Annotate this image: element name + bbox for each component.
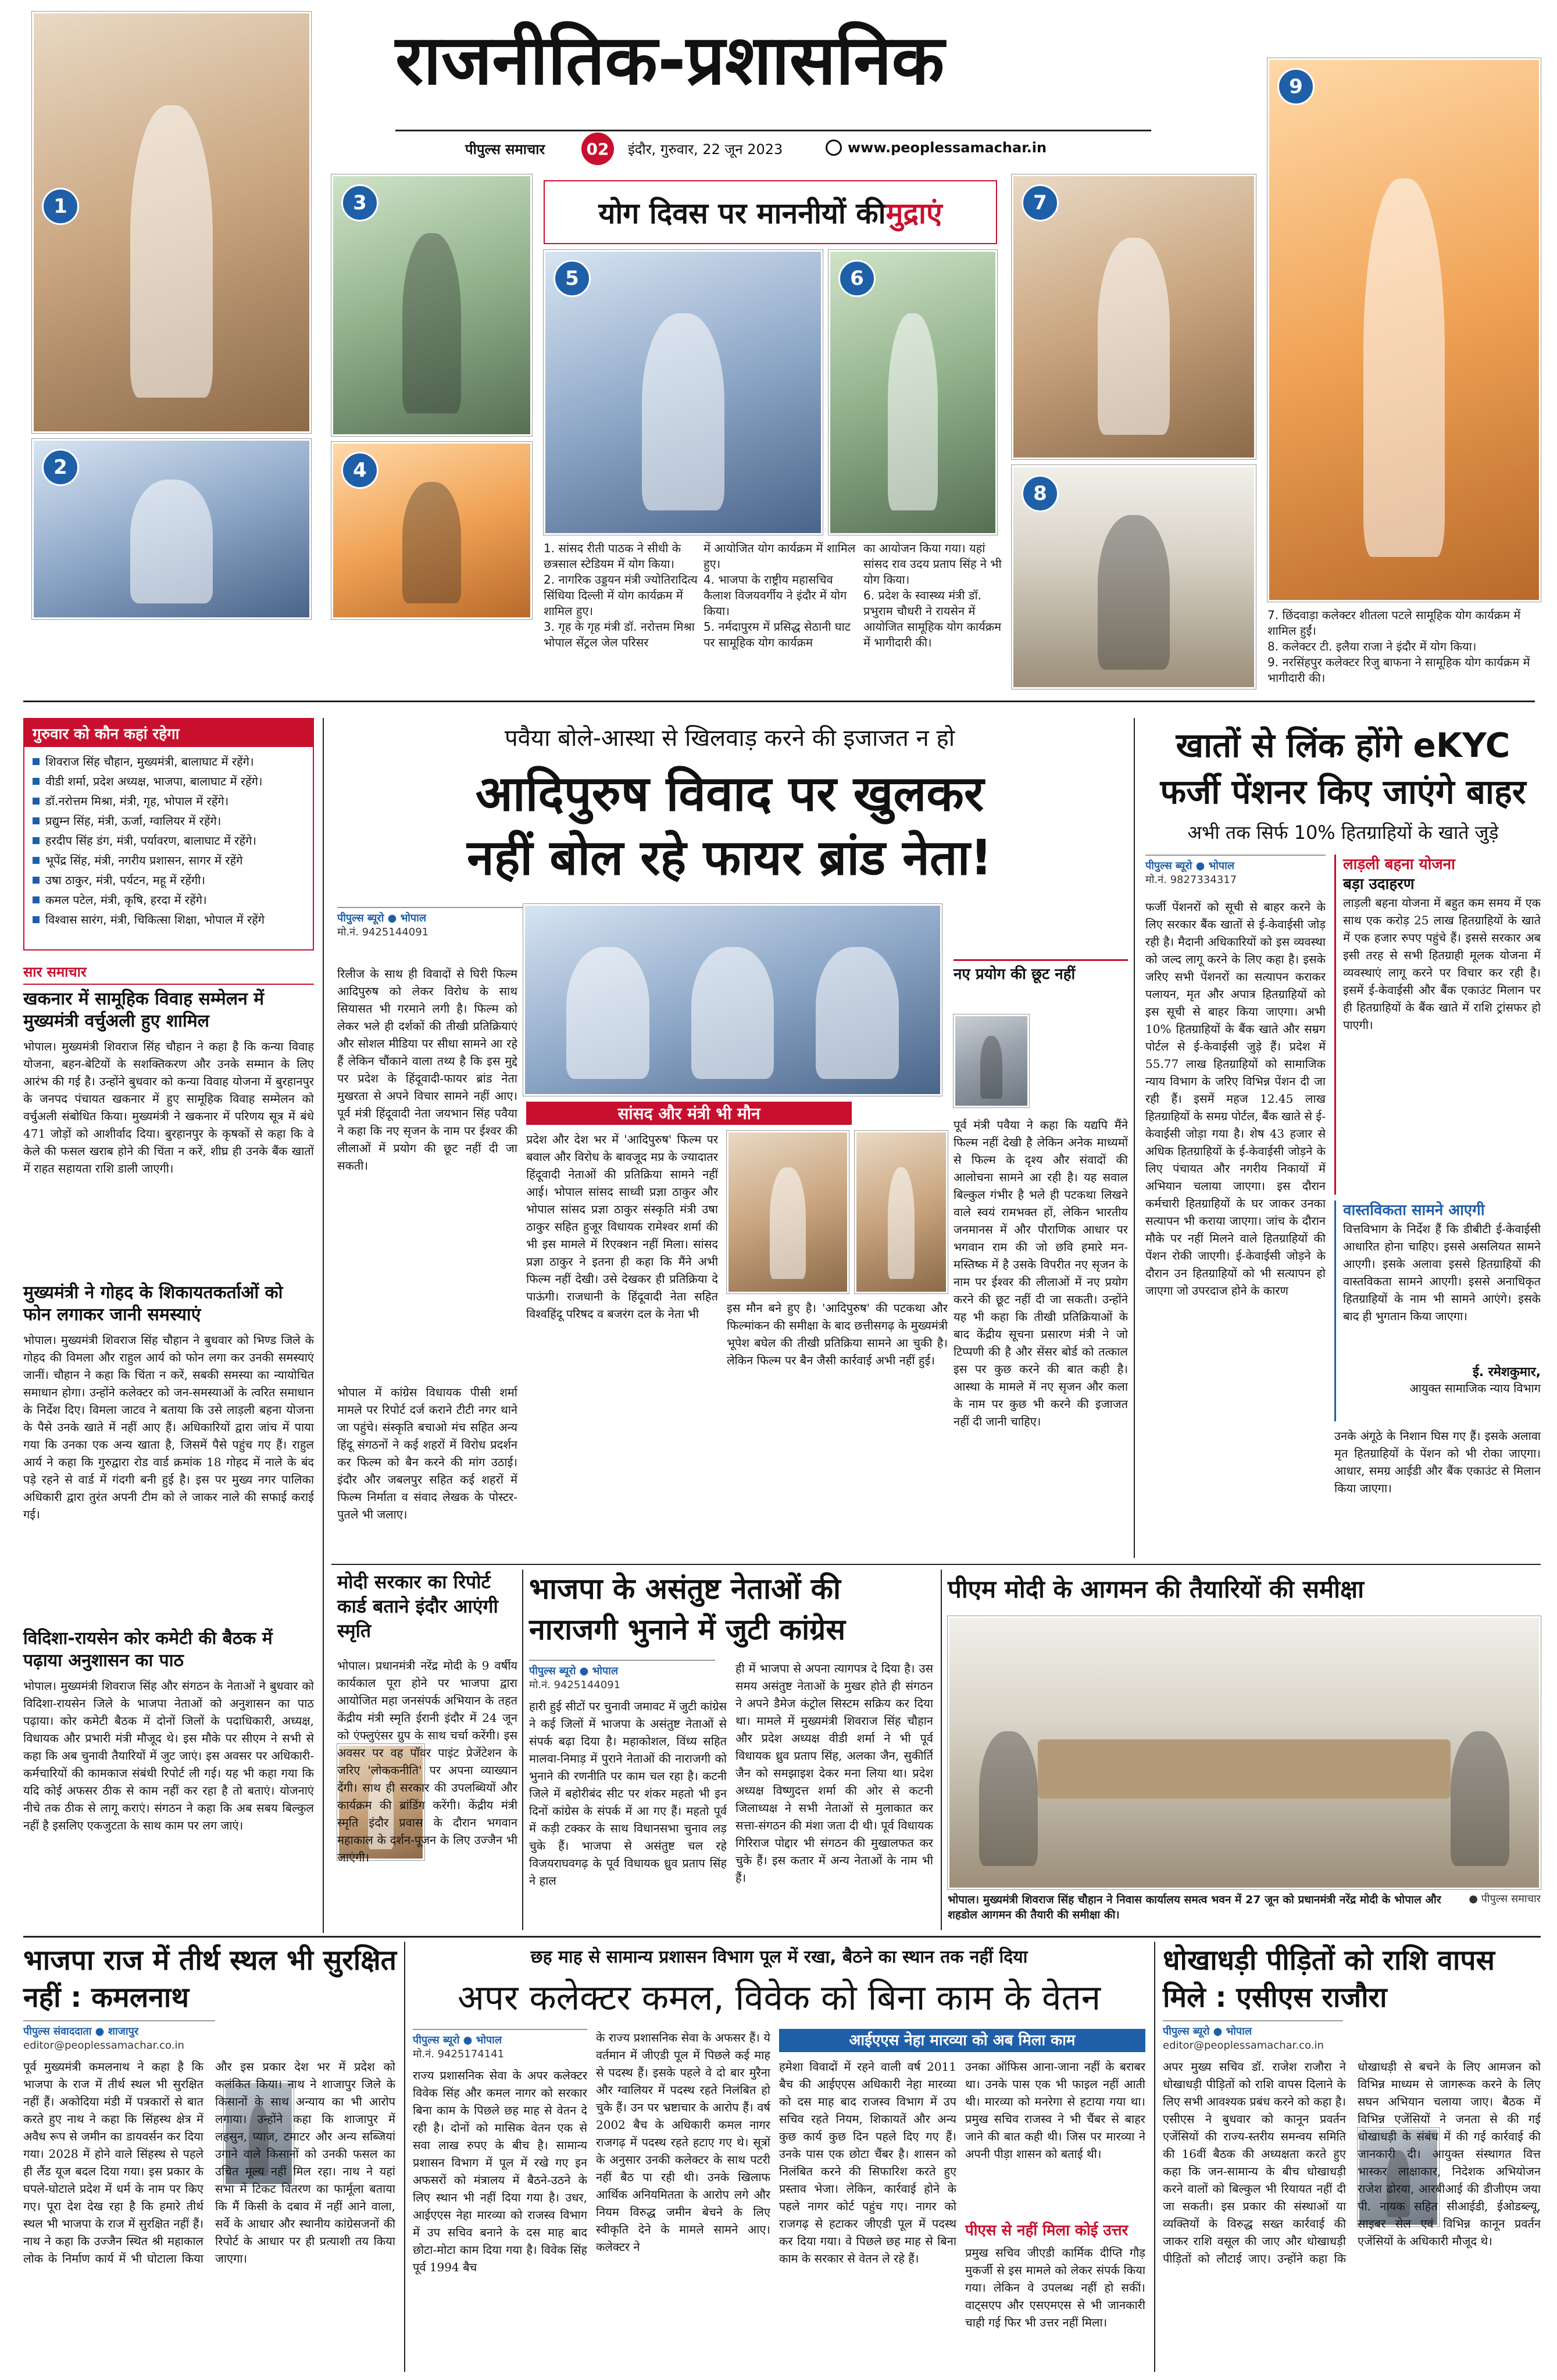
pm-review-caption: भोपाल। मुख्यमंत्री शिवराज सिंह चौहान ने निवास कार्यालय समत्व भवन में 27 जून को प्रधानमंत्री नरेंद्र मोदी के भोपाल और शहडोल आगमन की तैयारी की समीक्षा की। [948, 1893, 1441, 1921]
photo-number-5: 5 [553, 260, 591, 297]
masthead [326, 10, 1256, 167]
kamalnath-headline: भाजपा राज में तीर्थ स्थल भी सुरक्षित नहीं : कमलनाथ [23, 1944, 397, 2014]
neha-title: आईएएस नेहा मारव्या को अब मिला काम [779, 2029, 1145, 2052]
saar-headline-1: खकनार में सामूहिक विवाह सम्मेलन में मुख्यमंत्री वर्चुअली हुए शामिल [23, 989, 265, 1031]
minister-silence-title: सांसद और मंत्री भी मौन [617, 1104, 760, 1123]
pavaiya-photo [954, 1014, 1029, 1107]
byline-mobile: मो.नं. 9425174141 [413, 2048, 505, 2060]
photo-number-3: 3 [341, 184, 378, 221]
kyc-headline-1: खातों से लिंक होंगे eKYC [1176, 726, 1510, 765]
fraud-headline: धोखाधड़ी पीड़ितों को राशि वापस मिले : एसीएस राजौरा [1163, 1944, 1495, 2014]
fraud-body: अपर मुख्य सचिव डॉ. राजेश राजौरा ने धोखाधड़ी पीड़ितों को राशि वापस दिलाने के लिए सभी आवश्यक प्रबंध करने को कहा है। एसीएस ने बुधवार को कानून प्रवर्तन एजेंसियों की राज्य-स्तरीय समन्वय समिति की 16वीं बैठक की अध्यक्षता करते हुए कहा कि जन-सामान्य के बीच धोखाधड़ी करने वालों को बिल्कुल भी रियायत नहीं दी जा सकती। इस प्रकार की संस्थाओं या व्यक्तियों के विरुद्ध सख्त कार्रवाई की जाकर राशि वसूल की जाए और धोखाधड़ी पीड़ितों को लौटाई जाए। उन्होंने कहा कि धोखाधड़ी से बचने के लिए आमजन को विभिन्न माध्यम से जागरूक करने के लिए सघन अभियान चलाया जाए। बैठक में विभिन्न एजेंसियों ने जनता से की गई धोखाधड़ी के संबंध में की गई कार्रवाई की जानकारी दी। आयुक्त संस्थागत वित्त भास्कर लाक्षाकार, निदेशक अभियोजन राजेश ढोरया, आरबीआई की डीजीएम जया पी. नायक सहित सीआईडी, ईओडब्ल्यू, साइबर सेल एवं विभिन्न कानून प्रवर्तन एजेंसियों के अधिकारी मौजूद थे। [1163, 2060, 1541, 2265]
byline-mobile: मो.नं. 9827334317 [1145, 874, 1237, 886]
side-box-title: नए प्रयोग की छूट नहीं [954, 959, 1128, 984]
yoga-photo-1 [32, 12, 311, 433]
list-item: उषा ठाकुर, मंत्री, पर्यटन, महू में रहेंगी। [30, 870, 308, 890]
byline-text: पीपुल्स ब्यूरो ● भोपाल [1145, 860, 1235, 872]
ladli-subtitle: बड़ा उदाहरण [1343, 875, 1415, 893]
kyc-body: फर्जी पेंशनरों को सूची से बाहर करने के लिए सरकार बैंक खातों से ई-केवाईसी जोड़ रही है। मैदानी अधिकारियों को इस व्यवस्था को जल्द लागू करने के लिए कहा है। इसके जरिए सभी पेंशनरों का सत्यापन कराकर पलायन, मृत और अपात्र हितग्राहियों को इस सूची से बाहर किया जाएगा। अभी 10% हितग्राहियों के बैंक खाते और सम्रग पोर्टल से ई-केवाईसी जुड़े हैं। प्रदेश में 55.77 लाख हितग्राहियों को सामाजिक न्याय विभाग के जरिए विभिन्न पेंशन दी जा रही हैं। इसमें महज 12.45 लाख हितग्राहियों के समग्र पोर्टल, बैंक खाते से ई-केवाईसी जोड़ा गया है। शेष 43 हजार से अधिक हितग्राहियों के ई-केवाईसी जोड़ने के लिए पंचायत और नगरीय निकायों में अभियान चलाया जाएगा। इस दौरान कर्मचारी हितग्राहियों के घर जाकर उनका सत्यापन भी कराया जाएगा। जांच के दौरान मौके पर नहीं मिलने वाले हितग्राहियों की पेंशन रोकी जाएगी। ई-केवाईसी जोड़ने के दौरान उन हितग्राहियों को भी सत्यापन हो जाएगा जो उपरदाज होने के कारण [1145, 900, 1326, 1298]
yoga-caption-col2 [703, 541, 858, 692]
photo-number-8: 8 [1022, 475, 1059, 512]
saar-body-1: भोपाल। मुख्यमंत्री शिवराज सिंह चौहान ने कहा है कि कन्या विवाह योजना, बहन-बेटियों के सशक्तिकरण और उनके सम्मान के लिए आरंभ की गई है। उन्होंने बुधवार को कन्या विवाह योजना में बुरहानपुर के जनपद पंचायत खकनार में हुए सामूहिक विवाह सम्मेलन को वर्चुअली संबोधित किया। मुख्यमंत्री ने खकनार में परिणय सूत्र में बंधे 471 जोड़ों को आशीर्वाद दिया। बुरहानपुर के कृषकों से कहा कि वे केले की फसल खराब होने की चिंता न करें, शीघ्र ही उनके बैंक खातों में राहत सहायता राशि डाली जाएगी। [23, 1039, 314, 1175]
congress-headline-1: भाजपा के असंतुष्ट नेताओं की [529, 1572, 841, 1606]
saar-label: सार समाचार [23, 962, 314, 985]
byline-text: पीपुल्स संवाददाता ● शाजापुर [23, 2025, 139, 2038]
yoga-photo-6 [829, 250, 997, 535]
neha-body-2: उनका ऑफिस आना-जाना नहीं के बराबर था। उनके पास एक भी फाइल नहीं आती थी। मारव्या को मनरेगा से हटाया गया था। प्रमुख सचिव राजस्व ने भी चैंबर से बाहर जाने की बात कही थी। जिस पर मारव्या ने अपनी पीड़ा शासन को बताई थी। [965, 2060, 1145, 2161]
caption-item: 9. नरसिंहपुर कलेक्टर रिजु बाफना ने सामूहिक योग कार्यक्रम में भागीदारी की। [1267, 655, 1530, 685]
caption-item: का आयोजन किया गया। यहां सांसद राव उदय प्रताप सिंह ने भी योग किया। [863, 541, 1002, 587]
caption-item: 1. सांसद रीती पाठक ने सीधी के छत्रसाल स्टेडियम में योग किया। [544, 541, 681, 571]
column-rule [941, 1570, 942, 1930]
photo-number-6: 6 [838, 260, 876, 297]
collector-body-1: राज्य प्रशासनिक सेवा के अपर कलेक्टर विवेक सिंह और कमल नागर को सरकार बिना काम के पिछले छह माह से वेतन दे रही है। दोनों को मासिक वेतन एक से सवा लाख रुपए के बीच है। सामान्य प्रशासन विभाग में पूल में रखे गए इन अफसरों को मंत्रालय में बैठने-उठने के लिए स्थान भी नहीं दिया गया है। उधर, आईएएस नेहा मारव्या को राजस्व विभाग में उप सचिव बनाने के दस माह बाद छोटा-मोटा काम दिया गया है। विवेक सिंह पूर्व 1994 बैच [413, 2068, 587, 2274]
usha-thakur-photo [855, 1131, 948, 1293]
byline-text: पीपुल्स ब्यूरो ● भोपाल [529, 1665, 619, 1677]
byline-text: पीपुल्स ब्यूरो ● भोपाल [413, 2034, 502, 2046]
page-number-badge: 02 [581, 133, 614, 165]
dateline: इंदौर, गुरुवार, 22 जून 2023 [628, 141, 783, 158]
adipurush-byline [337, 907, 523, 939]
congress-headline-2: नाराजगी भुनाने में जुटी कांग्रेस [529, 1613, 846, 1646]
congress-byline [529, 1660, 715, 1692]
list-item: कमल पटेल, मंत्री, कृषि, हरदा में रहेंगे। [30, 890, 308, 910]
adipurush-kicker: पवैया बोले-आस्था से खिलवाड़ करने की इजाजत न हो [504, 725, 955, 752]
quote-name: ई. रमेशकुमार, [1472, 1365, 1541, 1380]
quote-role: आयुक्त सामाजिक न्याय विभाग [1409, 1381, 1541, 1395]
fraud-byline [1163, 2020, 1343, 2053]
pm-review-headline: पीएम मोदी के आगमन की तैयारियों की समीक्षा [948, 1575, 1364, 1603]
list-item: शिवराज सिंह चौहान, मुख्यमंत्री, बालाघाट में रहेंगे। [30, 752, 308, 771]
yoga-photo-9 [1267, 58, 1541, 602]
pious-body: प्रमुख सचिव जीएडी कार्मिक दीप्ति गौड़ मुकर्जी से इस मामले को लेकर संपर्क किया गया। लेकिन वे उपलब्ध नहीं हो सकीं। वाट्सएप और एसएमएस से भी जानकारी चाही गई फिर भी उत्तर नहीं मिला। [965, 2246, 1145, 2329]
byline-text: पीपुल्स ब्यूरो ● भोपाल [337, 912, 427, 924]
kyc-tail: उनके अंगूठे के निशान घिस गए हैं। इसके अलावा मृत हितग्राहियों के पेंशन को भी रोका जाएगा। आधार, समग्र आईडी और बैंक एकाउंट से मिलान किया जाएगा। [1334, 1429, 1541, 1495]
globe-icon [826, 140, 842, 156]
list-item: विश्वास सारंग, मंत्री, चिकित्सा शिक्षा, भोपाल में रहेंगे [30, 910, 308, 930]
adipurush-body-1: रिलीज के साथ ही विवादों से घिरी फिल्म आदिपुरुष को लेकर विरोध के साथ सियासत भी गरमाने लगी है। फिल्म को लेकर भले ही दर्शकों की तीखी प्रतिक्रियाएं और सोशल मीडिया पर सीधा सामने आ रहे हैं लेकिन चौंकाने वाला तथ्य है कि इस मुद्दे पर प्रदेश के हिंदूवादी-फायर ब्रांड नेता मुखरता से अपने विचार सामने नहीं आए। पूर्व मंत्री हिंदूवादी नेता जयभान सिंह पवैया ने कहा कि नए सृजन के नाम पर ईश्वर की लीलाओं में प्रयोग की छूट नहीं दी जा सकती। [337, 967, 517, 1173]
photo-number-1: 1 [42, 188, 79, 225]
list-item: वीडी शर्मा, प्रदेश अध्यक्ष, भाजपा, बालाघाट में रहेंगे। [30, 771, 308, 791]
vastav-body: वित्तविभाग के निर्देश हैं कि डीबीटी ई-केवाईसी आधारित होना चाहिए। इससे असलियत सामने आएगी। इसके अलावा इससे हितग्राहियों की वास्तविकता सामने आएगी। इससे अनाधिकृत हितग्राहियों के नाम भी सामने आएंगे। इसके बाद ही भुगतान किया जाएगा। [1343, 1222, 1541, 1323]
list-item: हरदीप सिंह डंग, मंत्री, पर्यावरण, बालाघाट में रहेंगे। [30, 831, 308, 850]
caption-item: 2. नागरिक उड्डयन मंत्री ज्योतिरादित्य सिंधिया दिल्ली में योग कार्यक्रम में शामिल हुए। [544, 573, 698, 618]
vastav-box [1334, 1200, 1541, 1421]
yoga-photo-3 [331, 174, 532, 436]
section-divider [23, 1936, 1541, 1938]
ladli-box [1334, 855, 1541, 1195]
kyc-byline [1145, 855, 1326, 887]
byline-mobile: मो.नं. 9425144091 [529, 1679, 621, 1691]
photo-number-4: 4 [341, 452, 378, 489]
minister-silence-box [526, 1102, 852, 1125]
minister-silence-body: प्रदेश और देश भर में 'आदिपुरुष' फिल्म पर बवाल और विरोध के बावजूद मप्र के ज्यादातर हिंदूवादी नेताओं की प्रतिक्रिया सामने नहीं आई। भोपाल सांसद साध्वी प्रज्ञा ठाकुर और भोपाल सांसद प्रज्ञा ठाकुर संस्कृति मंत्री उषा ठाकुर सहित हुजूर विधायक रामेश्वर शर्मा की भी इस मामले में रिएक्शन नहीं मिला। सांसद प्रज्ञा ठाकुर ने इतना ही कहा कि मैंने अभी फिल्म नहीं देखी। उसे देखकर ही प्रतिक्रिया दे पाऊंगी। राजधानी के हिंदूवादी नेता सहित विश्वहिंदू परिषद व बजरंग दल के नेता भी [526, 1132, 718, 1321]
yoga-photo-2 [32, 439, 311, 619]
modi-report-headline: मोदी सरकार का रिपोर्ट कार्ड बताने इंदौर आएंगी स्मृति [337, 1571, 498, 1642]
neha-body: हमेशा विवादों में रहने वाली वर्ष 2011 बैच की आईएएस अधिकारी नेहा मारव्या को दस माह बाद राजस्व विभाग में उप सचिव रहते नियम, शिकायतें और अन्य कुछ कार्य कुछ दिन पहले दिए गए हैं। उनके पास एक छोटा चैंबर है। शासन को निलंबित करने की सिफारिश करते हुए प्रस्ताव भेजा। लेकिन, कार्रवाई होने के पहले नागर कोर्ट पहुंच गए। नागर को राजगढ़ से हटाकर जीएडी पूल में पदस्थ कर दिया गया। वे पिछले छह माह से बिना काम के सरकार से वेतन ले रहे हैं। [779, 2060, 956, 2265]
pm-review-credit: ● पीपुल्स समाचार [1469, 1893, 1541, 1905]
caption-item: 6. प्रदेश के स्वास्थ्य मंत्री डॉ. प्रभुराम चौधरी ने रायसेन में आयोजित सामूहिक योग कार्यक्रम में भागीदारी की। [863, 588, 1002, 649]
section-divider [331, 1564, 1541, 1565]
kamalnath-byline [23, 2020, 215, 2053]
schedule-title: गुरुवार को कौन कहां रहेगा [24, 719, 313, 747]
kyc-subhead: अभी तक सिर्फ 10% हितग्राहियों के खाते जुड़े [1187, 821, 1499, 844]
paper-name: पीपुल्स समाचार [465, 141, 545, 158]
photo-number-9: 9 [1277, 68, 1315, 105]
saar-headline-3: विदिशा-रायसेन कोर कमेटी की बैठक में पढ़ाया अनुशासन का पाठ [23, 1628, 273, 1671]
caption-item: 3. गृह के गृह मंत्री डॉ. नरोत्तम मिश्रा भोपाल सेंट्रल जेल परिसर [544, 620, 695, 649]
caption-item: 4. भाजपा के राष्ट्रीय महासचिव कैलाश विजयवर्गीय ने इंदौर में योग किया। [703, 573, 847, 618]
column-rule [404, 1942, 405, 2372]
adipurush-body-2: भोपाल में कांग्रेस विधायक पीसी शर्मा मामले पर रिपोर्ट दर्ज कराने टीटी नगर थाने जा पहुंचे। संस्कृति बचाओ मंच सहित अन्य हिंदू संगठनों ने कई शहरों में विरोध प्रदर्शन कर फिल्म को बैन करने की मांग उठाई। इंदौर और जबलपुर सहित कई शहरों में फिल्म निर्माता व संवाद लेखक के पोस्टर-पुतले भी जलाए। [337, 1385, 517, 1521]
yoga-caption-col1 [544, 541, 701, 692]
collector-body-2: के राज्य प्रशासनिक सेवा के अफसर हैं। ये वर्तमान में जीएडी पूल में पिछले कई माह से पदस्थ हैं। इसके पहले वे दो बार मुरैना और ग्वालियर में पदस्थ रहते निलंबित हो चुके हैं। उन पर भ्रष्टाचार के आरोप हैं। वर्ष 2002 बैच के अधिकारी कमल नागर राजगढ़ में पदस्थ रहते हटाए गए थे। सूत्रों के अनुसार उनकी कलेक्टर के साथ पटरी नहीं बैठ पा रही थी। उनके खिलाफ आर्थिक अनियमितता के आरोप लगे और नियम विरुद्ध जमीन बेचने के लिए स्वीकृति देने के मामले सामने आए। कलेक्टर ने [596, 2031, 770, 2254]
yoga-caption-col3 [863, 541, 1006, 692]
congress-body-2: ही में भाजपा से अपना त्यागपत्र दे दिया है। उस समय असंतुष्ट नेताओं के मुखर होते ही संगठन ने अपने डैमेज कंट्रोल सिस्टम सक्रिय कर दिया था। मामले में मुख्यमंत्री शिवराज सिंह चौहान और प्रदेश अध्यक्ष वीडी शर्मा ने भी पूर्व विधायक ध्रुव प्रताप सिंह, अलका जैन, सुकीर्ति जैन को समझाइश देकर मना लिया था। प्रदेश अध्यक्ष विष्णुदत्त शर्मा की ओर से कटनी जिलाध्यक्ष ने सभी नेताओं से मुलाकात कर सत्ता-संगठन की मंशा जता दी थी। पूर्व विधायक गिरिराज पोद्दार भी संगठन की मुखालफत कर चुके हैं। इस कतार में अन्य नेताओं के नाम भी हैं। [735, 1661, 933, 1885]
column-rule [1154, 1942, 1155, 2372]
modi-report-body: भोपाल। प्रधानमंत्री नरेंद्र मोदी के 9 वर्षीय कार्यकाल पूरा होने पर भाजपा द्वारा आयोजित महा जनसंपर्क अभियान के तहत केंद्रीय मंत्री स्मृति ईरानी इंदौर में 24 जून को एंफ्लुएंसर ग्रुप के साथ चर्चा करेंगी। इस अवसर पर वह पॉवर पाइंट प्रेजेंटेशन के जरिए 'लोककनीति' पर अपना व्याख्यान देंगी। साथ ही सरकार की उपलब्धियों और कार्यक्रम की ब्रांडिंग करेंगी। केंद्रीय मंत्री स्मृति इंदौर प्रवास के दौरान भगवान महाकाल के दर्शन-पूजन के लिए उज्जैन भी जाएंगी। [337, 1659, 517, 1864]
yoga-banner [544, 180, 997, 244]
adipurush-headline-1: आदिपुरुष विवाद पर खुलकर [475, 765, 984, 822]
pm-review-meeting-photo [948, 1616, 1541, 1889]
caption-item: 8. कलेक्टर टी. इलैया राजा ने इंदौर में योग किया। [1267, 639, 1477, 653]
photo-number-2: 2 [42, 449, 79, 486]
masthead-rule [395, 130, 1151, 131]
yoga-photo-5 [544, 250, 823, 535]
side-box-body: पूर्व मंत्री पवैया ने कहा कि यद्यपि मैंने फिल्म नहीं देखी है लेकिन अनेक माध्यमों से फिल्म के दृश्य और संवादों की आलोचना सामने आ रही है। यह सवाल बिल्कुल गंभीर है भले ही पटकथा लिखने वाले स्वयं रामभक्त हों, लेकिन भारतीय जनमानस में और पौराणिक आधार पर भगवान राम की जो छवि हमारे मन-मस्तिष्क में है उसके विपरीत नए सृजन के नाम पर ईश्वर की लीलाओं में नए प्रयोग करने की छूट नहीं दी जा सकती। उन्होंने यह भी कहा कि तीखी प्रतिक्रियाओं के बाद केंद्रीय सूचना प्रसारण मंत्री ने जो टिप्पणी की है और सेंसर बोर्ड को तत्काल इस पर कुछ करने की बात कही है। आस्था के मामले में नए सृजन और कला के नाम पर कुछ भी करने की इजाजत नहीं दी जानी चाहिए। [954, 1118, 1128, 1428]
yoga-photo-8 [1012, 465, 1256, 689]
list-item: भूपेंद्र सिंह, मंत्री, नगरीय प्रशासन, सागर में रहेंगे [30, 850, 308, 870]
byline-email[interactable]: editor@peoplessamachar.co.in [1163, 2039, 1324, 2052]
adipurush-headline-2: नहीं बोल रहे फायर ब्रांड नेता! [467, 829, 992, 886]
collector-byline [413, 2029, 587, 2061]
saar-headline-2: मुख्यमंत्री ने गोहद के शिकायतकर्ताओं को फोन लगाकर जानी समस्याएं [23, 1282, 283, 1325]
yoga-banner-emphasis: मुद्राएं [885, 196, 942, 230]
adipurush-photo-caption: इस मौन बने हुए है। 'आदिपुरुष' की पटकथा और फिल्मांकन की समीक्षा के बाद छत्तीसगढ़ के मुख्यमंत्री भूपेश बघेल की तीखी प्रतिक्रिया सामने आ चुकी है। लेकिन फिल्म पर बैन जैसी कार्रवाई अभी नहीं हुई। [727, 1301, 948, 1367]
caption-item: 7. छिंदवाड़ा कलेक्टर शीतला पटले सामूहिक योग कार्यक्रम में शामिल हुईं। [1267, 608, 1521, 638]
collector-kicker: छह माह से सामान्य प्रशासन विभाग पूल में रखा, बैठने का स्थान तक नहीं दिया [530, 1947, 1028, 1967]
yoga-photo-7 [1012, 174, 1256, 459]
caption-item: में आयोजित योग कार्यक्रम में शामिल हुए। [703, 541, 856, 571]
column-rule [522, 1570, 523, 1930]
yoga-caption-col4 [1267, 607, 1541, 692]
page-title: राजनीतिक-प्रशासनिक [395, 20, 945, 100]
ladli-body: लाड़ली बहना योजना में बहुत कम समय में एक साथ एक करोड़ 25 लाख हितग्राहियों के खाते में एक हजार रुपए पहुंचे हैं। इससे सरकार अब इसी तरह से सभी हितग्राही मूलक योजना में व्यवस्थाएं लागू करने पर विचार कर रही है। इसमें ई-केवाईसी और बैंक एकाउंट मिलान पर ही हितग्राहियों के बैंक खाते में राशि ट्रांसफर हो पाएगी। [1343, 896, 1541, 1032]
schedule-box [23, 718, 314, 950]
kamalnath-body: पूर्व मुख्यमंत्री कमलनाथ ने कहा है कि भाजपा के राज में तीर्थ स्थल भी सुरक्षित नहीं हैं। अकोदिया मंडी में पत्रकारों से बात करते हुए नाथ ने कहा कि सिंहस्थ क्षेत्र में अवैध रूप से जमीन का डायवर्सन कर दिया गया। 2028 में होने वाले सिंहस्थ से पहले ही लैंड यूज बदल दिया गया। इस प्रकार के घपले-घोटाले प्रदेश में धर्म के नाम पर किए गए। पूरा देश देख रहा है कि हमारे तीर्थ स्थल भी भाजपा के राज में सुरक्षित नहीं हैं। नाथ ने कहा कि उज्जैन स्थित श्री महाकाल लोक के निर्माण कार्य में भी घोटाला किया और इस प्रकार देश भर में प्रदेश को कलंकित किया। नाथ ने शाजापुर जिले के किसानों के साथ अन्याय का भी आरोप लगाया। उन्होंने कहा कि शाजापुर में लहसुन, प्याज, टमाटर और अन्य सब्जियां उगाने वाले किसानों को उनकी फसल का उचित मूल्य नहीं मिल रहा। नाथ ने यहां सभा में टिकट वितरण का फार्मूला बताया कि मैं किसी के दबाव में नहीं आने वाला, सर्वे के आधार और स्थानीय कांग्रेसजनों की रिपोर्ट के आधार पर ही प्रत्याशी तय किया जाएगा। [23, 2060, 395, 2265]
section-divider [23, 701, 1535, 702]
pragya-thakur-photo [727, 1131, 849, 1293]
congress-body-1: हारी हुई सीटों पर चुनावी जमावट में जुटी कांग्रेस ने कई जिलों में भाजपा के असंतुष्ट नेताओं से संपर्क बढ़ा दिया है। महाकोशल, विंध्य सहित मालवा-निमाड़ में पुराने नेताओं की नाराजगी को भुनाने की रणनीति पर काम चल रहा है। कटनी जिले में बहोरीबंद सीट पर शंकर महतो भी इन दिनों कांग्रेस के संपर्क में आ गए हैं। महतो पूर्व में कड़ी टक्कर के साथ विधानसभा चुनाव लड़ चुके हैं। भाजपा से असंतुष्ट चल रहे विजयराघवगढ़ के पूर्व विधायक ध्रुव प्रताप सिंह ने हाल [529, 1699, 727, 1888]
byline-email[interactable]: editor@peoplessamachar.co.in [23, 2039, 184, 2052]
schedule-list [24, 747, 313, 930]
ladli-title: लाड़ली बहना योजना [1343, 856, 1455, 873]
list-item: प्रद्युम्न सिंह, मंत्री, ऊर्जा, ग्वालियर में रहेंगे। [30, 811, 308, 831]
kyc-headline-2: फर्जी पेंशनर किए जाएंगे बाहर [1160, 772, 1526, 812]
byline-text: पीपुल्स ब्यूरो ● भोपाल [1163, 2025, 1252, 2038]
collector-headline: अपर कलेक्टर कमल, विवेक को बिना काम के वेतन [457, 1978, 1101, 2018]
byline-mobile: मो.नं. 9425144091 [337, 926, 429, 938]
column-rule [323, 718, 324, 1933]
pious-title: पीएस से नहीं मिला कोई उत्तर [965, 2222, 1129, 2239]
saar-body-2: भोपाल। मुख्यमंत्री शिवराज सिंह चौहान ने बुधवार को भिण्ड जिले के गोहद की विमला और राहुल आर्य को फोन लगा कर उनकी समस्याएं जानीं। चौहान ने कहा कि चिंता न करें, सबकी समस्या का न्यायोचित समाधान होगा। उन्होंने कलेक्टर को जन-समस्याओं के त्वरित समाधान के निर्देश दिए। विमला जाटव ने बताया कि उसे लाड़ली बहना योजना के पैसे उनके खाते में नहीं आए हैं। अधिकारियों द्वारा जांच में पाया गया कि उनका एक अन्य खाता है, जिसमें पैसे पहुंच गए हैं। राहुल आर्य ने कहा कि गुरुद्वारा रोड वार्ड क्रमांक 18 गोहद में नाले के बंद पड़े रहने से वार्ड में गंदगी बनी हुई है। इस पर मुख्य नगर पालिका अधिकारी द्वारा तुरंत अपनी टीम को ले जाकर नाले की सफाई कराई गई। [23, 1333, 314, 1521]
vastav-title: वास्तविकता सामने आएगी [1343, 1202, 1485, 1219]
photo-number-7: 7 [1022, 184, 1059, 221]
adipurush-poster [523, 904, 942, 1096]
yoga-photo-4 [331, 442, 532, 619]
saar-body-3: भोपाल। मुख्यमंत्री शिवराज सिंह और संगठन के नेताओं ने बुधवार को विदिशा-रायसेन जिले के भाजपा नेताओं को अनुशासन का पाठ पढ़ाया। कोर कमेटी बैठक में दोनों जिलों के पदाधिकारी, अध्यक्ष, विधायक और प्रभारी मंत्री मौजूद थे। इस मौके पर सीएम ने सभी से कहा कि अब चुनावी तैयारियों में जुट जाएं। इस अवसर पर अधिकारी-कर्मचारियों की कामकाज संबंधी रिपोर्ट ली गई। यह भी कहा गया कि यदि कोई अफसर ठीक से काम नहीं कर रहा है तो बताएं। योजनाएं नीचे तक ठीक से लागू कराएं। संगठन ने कहा कि अब सबय बिल्कुल नहीं है इसलिए एकजुटता के साथ काम पर लग जाएं। [23, 1679, 314, 1832]
yoga-banner-text: योग दिवस पर माननीयों की [598, 196, 886, 230]
website-link[interactable]: www.peoplessamachar.in [848, 140, 1047, 156]
list-item: डॉ.नरोत्तम मिश्रा, मंत्री, गृह, भोपाल में रहेंगे। [30, 791, 308, 811]
column-rule [1134, 718, 1135, 1558]
caption-item: 5. नर्मदापुरम में प्रसिद्ध सेठानी घाट पर सामूहिक योग कार्यक्रम [703, 620, 851, 649]
